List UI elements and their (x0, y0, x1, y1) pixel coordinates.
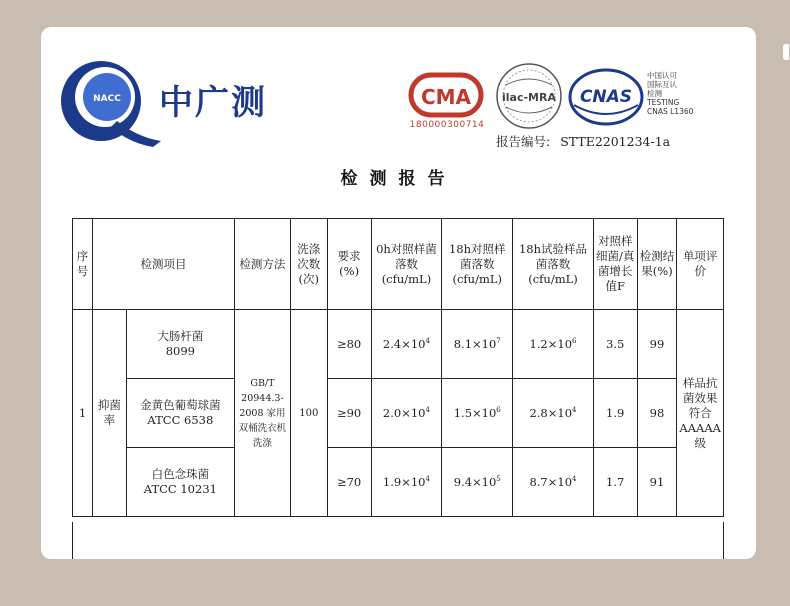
col-header-ctrl-0h: 0h对照样菌落数(cfu/mL) (371, 219, 442, 310)
cnas-mark-icon (568, 67, 644, 127)
table-row (73, 448, 724, 517)
evaluation-cell: 样品抗菌效果符合AAAAA级 (677, 310, 724, 517)
test-results-table (72, 218, 724, 517)
col-header-evaluation: 单项评价 (677, 219, 724, 310)
mantissa: 1.2 (529, 336, 548, 351)
result-cell: 99 (637, 310, 677, 379)
report-number (496, 132, 670, 150)
table-continuation (72, 522, 724, 559)
col-header-method: 检测方法 (234, 219, 290, 310)
result-cell: 91 (637, 448, 677, 517)
col-header-result: 检测结果(%) (637, 219, 677, 310)
requirement-cell: ≥90 (327, 379, 371, 448)
mantissa: 1.9 (382, 474, 402, 489)
organism-strain: ATCC 10231 (143, 482, 217, 496)
ctrl-18h-cell: $9.4\times 10^5$ (442, 448, 513, 517)
test-method: GB/T 20944.3-2008 家用双桶洗衣机洗涤 (234, 310, 290, 517)
test-18h-cell: $8.7\times 10^4$ (513, 448, 594, 517)
organism-cell (126, 310, 234, 379)
requirement-cell: ≥70 (327, 448, 371, 517)
exponent: 6 (572, 336, 577, 345)
cnas-accreditation-info (647, 71, 693, 116)
organism-name: 白色念珠菌 (151, 467, 210, 481)
organism-name: 大肠杆菌 (157, 329, 204, 343)
svg-text:CNAS: CNAS (579, 87, 633, 107)
col-header-growth: 对照样细菌/真菌增长值F (593, 219, 637, 310)
wash-cycles: 100 (290, 310, 327, 517)
ctrl-0h-cell: $1.9\times 10^4$ (371, 448, 442, 517)
ctrl-18h-cell: $8.1\times 10^7$ (442, 310, 513, 379)
table-header-row (73, 219, 724, 310)
side-tab (783, 44, 789, 60)
ctrl-0h-cell: $2.0\times 10^4$ (371, 379, 442, 448)
cnas-info-line: CNAS L1360 (647, 107, 694, 116)
growth-cell: 1.7 (593, 448, 637, 517)
report-card (41, 27, 756, 559)
organism-strain: 8099 (165, 344, 195, 358)
report-number-value: STTE2201234-1a (560, 134, 671, 149)
exponent: 4 (425, 474, 430, 483)
ctrl-0h-cell: $2.4\times 10^4$ (371, 310, 442, 379)
svg-text:CMA: CMA (420, 85, 472, 109)
organism-cell (126, 379, 234, 448)
result-cell: 98 (637, 379, 677, 448)
exponent: 6 (496, 405, 501, 414)
col-header-index: 序号 (73, 219, 93, 310)
svg-text:ilac-MRA: ilac-MRA (502, 91, 556, 104)
cnas-info-line: TESTING (647, 98, 680, 107)
exponent: 4 (572, 474, 577, 483)
company-name: 中广测 (159, 83, 267, 123)
col-header-item: 检测项目 (92, 219, 234, 310)
col-header-requirement: 要求(%) (327, 219, 371, 310)
growth-cell: 3.5 (593, 310, 637, 379)
mantissa: 1.5 (453, 405, 473, 420)
exponent: 5 (496, 474, 501, 483)
organism-cell (126, 448, 234, 517)
cnas-info-line: 国际互认 (647, 80, 677, 89)
organism-strain: ATCC 6538 (147, 413, 214, 427)
row-category: 抑菌率 (92, 310, 126, 517)
row-index: 1 (73, 310, 93, 517)
mantissa: 8.7 (529, 474, 548, 489)
test-18h-cell: $2.8\times 10^4$ (513, 379, 594, 448)
requirement-cell: ≥80 (327, 310, 371, 379)
mantissa: 9.4 (453, 474, 473, 489)
logo-badge-text: NACC (93, 94, 121, 104)
growth-cell: 1.9 (593, 379, 637, 448)
mantissa: 8.1 (453, 336, 473, 351)
col-header-test-18h: 18h试验样品菌落数(cfu/mL) (513, 219, 594, 310)
exponent: 4 (425, 336, 430, 345)
exponent: 4 (572, 405, 577, 414)
exponent: 7 (496, 336, 501, 345)
document-title: 检测报告 (340, 169, 457, 189)
exponent: 4 (425, 405, 430, 414)
col-header-ctrl-18h: 18h对照样菌落数(cfu/mL) (442, 219, 513, 310)
cnas-info-line: 检测 (647, 89, 662, 98)
report-number-label: 报告编号: (496, 134, 551, 149)
table-row (73, 379, 724, 448)
cnas-info-line: 中国认可 (647, 71, 677, 80)
col-header-cycles: 洗涤次数(次) (290, 219, 327, 310)
test-18h-cell: $1.2\times 10^6$ (513, 310, 594, 379)
table-row (73, 310, 724, 379)
ctrl-18h-cell: $1.5\times 10^6$ (442, 379, 513, 448)
mantissa: 2.8 (529, 405, 548, 420)
ilac-mra-mark-icon (494, 59, 564, 133)
mantissa: 2.0 (382, 405, 402, 420)
organism-name: 金黄色葡萄球菌 (140, 398, 221, 412)
mantissa: 2.4 (382, 336, 402, 351)
cma-number: 180000300714 (409, 120, 485, 130)
